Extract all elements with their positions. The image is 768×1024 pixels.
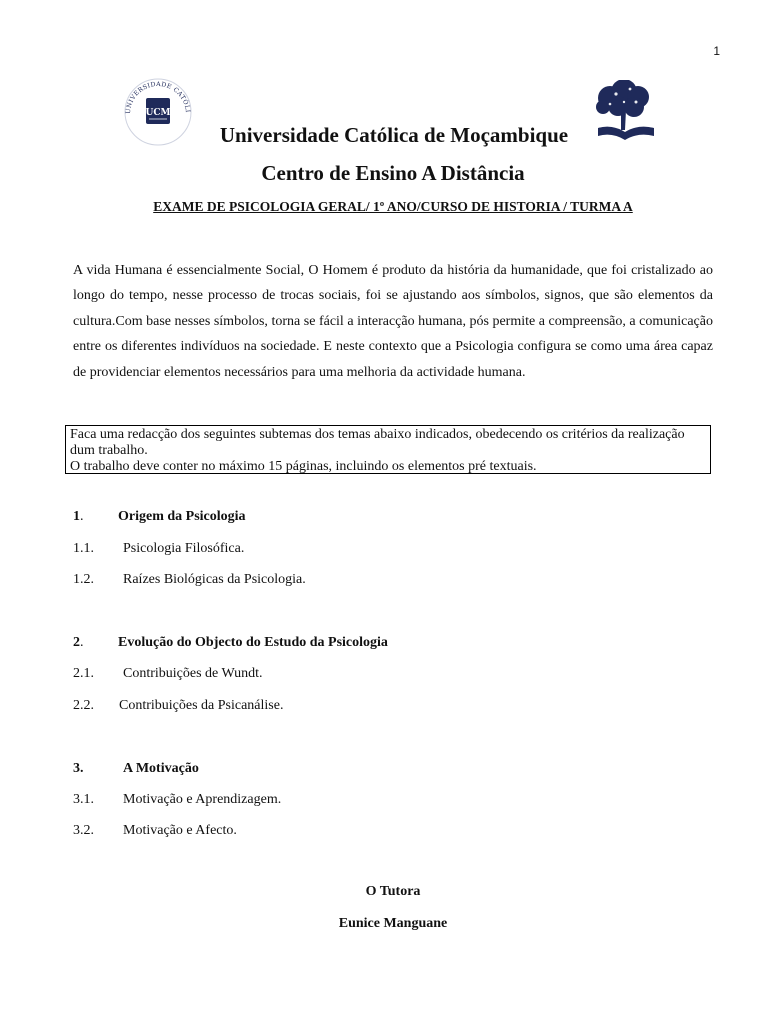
item-text: Psicologia Filosófica. xyxy=(123,541,245,556)
page-number: 1 xyxy=(713,44,720,58)
item-number: 1.1. xyxy=(73,541,94,556)
instructions-line-1: Faca uma redacção dos seguintes subtemas dos temas abaixo indicados, obedecendo os critérios da realização dum trabalho. xyxy=(70,427,685,458)
item-text: Motivação e Afecto. xyxy=(123,823,237,838)
seal-text: UNIVERSIDADE CATÓLI xyxy=(124,80,191,115)
instructions-line-2: O trabalho deve conter no máximo 15 páginas, incluindo os elementos pré textuais. xyxy=(70,459,537,474)
item-text: Motivação e Aprendizagem. xyxy=(123,792,282,807)
item-number: 3.2. xyxy=(73,823,94,838)
signature-label: O Tutora xyxy=(365,884,421,899)
item-number: 2.1. xyxy=(73,666,94,681)
instructions-box xyxy=(65,425,711,474)
item-number: 2.2. xyxy=(73,698,94,713)
signature-name: Eunice Manguane xyxy=(338,916,448,931)
item-number: 3.1. xyxy=(73,792,94,807)
list-item xyxy=(73,665,713,683)
list-item xyxy=(73,822,713,840)
section-heading xyxy=(73,634,713,652)
section-number: 3. xyxy=(73,761,84,776)
center-title: Centro de Ensino A Distância xyxy=(261,161,525,185)
list-item xyxy=(73,540,713,558)
item-text: Contribuições de Wundt. xyxy=(123,666,263,681)
exam-title: EXAME DE PSICOLOGIA GERAL/ 1º ANO/CURSO DE HISTORIA / TURMA A xyxy=(153,199,633,214)
section-heading xyxy=(73,508,713,526)
list-item xyxy=(73,791,713,809)
item-text: Contribuições da Psicanálise. xyxy=(119,698,284,713)
list-item xyxy=(73,697,713,715)
section-number: 2. xyxy=(73,635,84,650)
intro-paragraph: A vida Humana é essencialmente Social, O Homem é produto da história da humanidade, que foi cristalizado ao longo do tempo, nesse processo de trocas sociais, foi se ajustando aos símbolos, signos, que são elementos da cultura.Com base nesses símbolos, torna se fácil a interacção humana, pós permite a compreensão, a comunicação entre os diferentes indivíduos na sociedade. E neste contexto que a Psicologia configura se como uma área capaz de providenciar elementos necessários para uma melhoria da actividade humana. xyxy=(73,263,713,380)
university-title: Universidade Católica de Moçambique xyxy=(219,123,569,147)
item-text: Raízes Biológicas da Psicologia. xyxy=(123,572,306,587)
seal-monogram: UCM xyxy=(145,108,171,118)
section-title: A Motivação xyxy=(123,761,199,776)
section-title: Evolução do Objecto do Estudo da Psicologia xyxy=(118,635,388,650)
section-number: 1. xyxy=(73,509,84,524)
list-item xyxy=(73,571,713,589)
item-number: 1.2. xyxy=(73,572,94,587)
section-title: Origem da Psicologia xyxy=(118,509,246,524)
section-heading xyxy=(73,760,713,778)
